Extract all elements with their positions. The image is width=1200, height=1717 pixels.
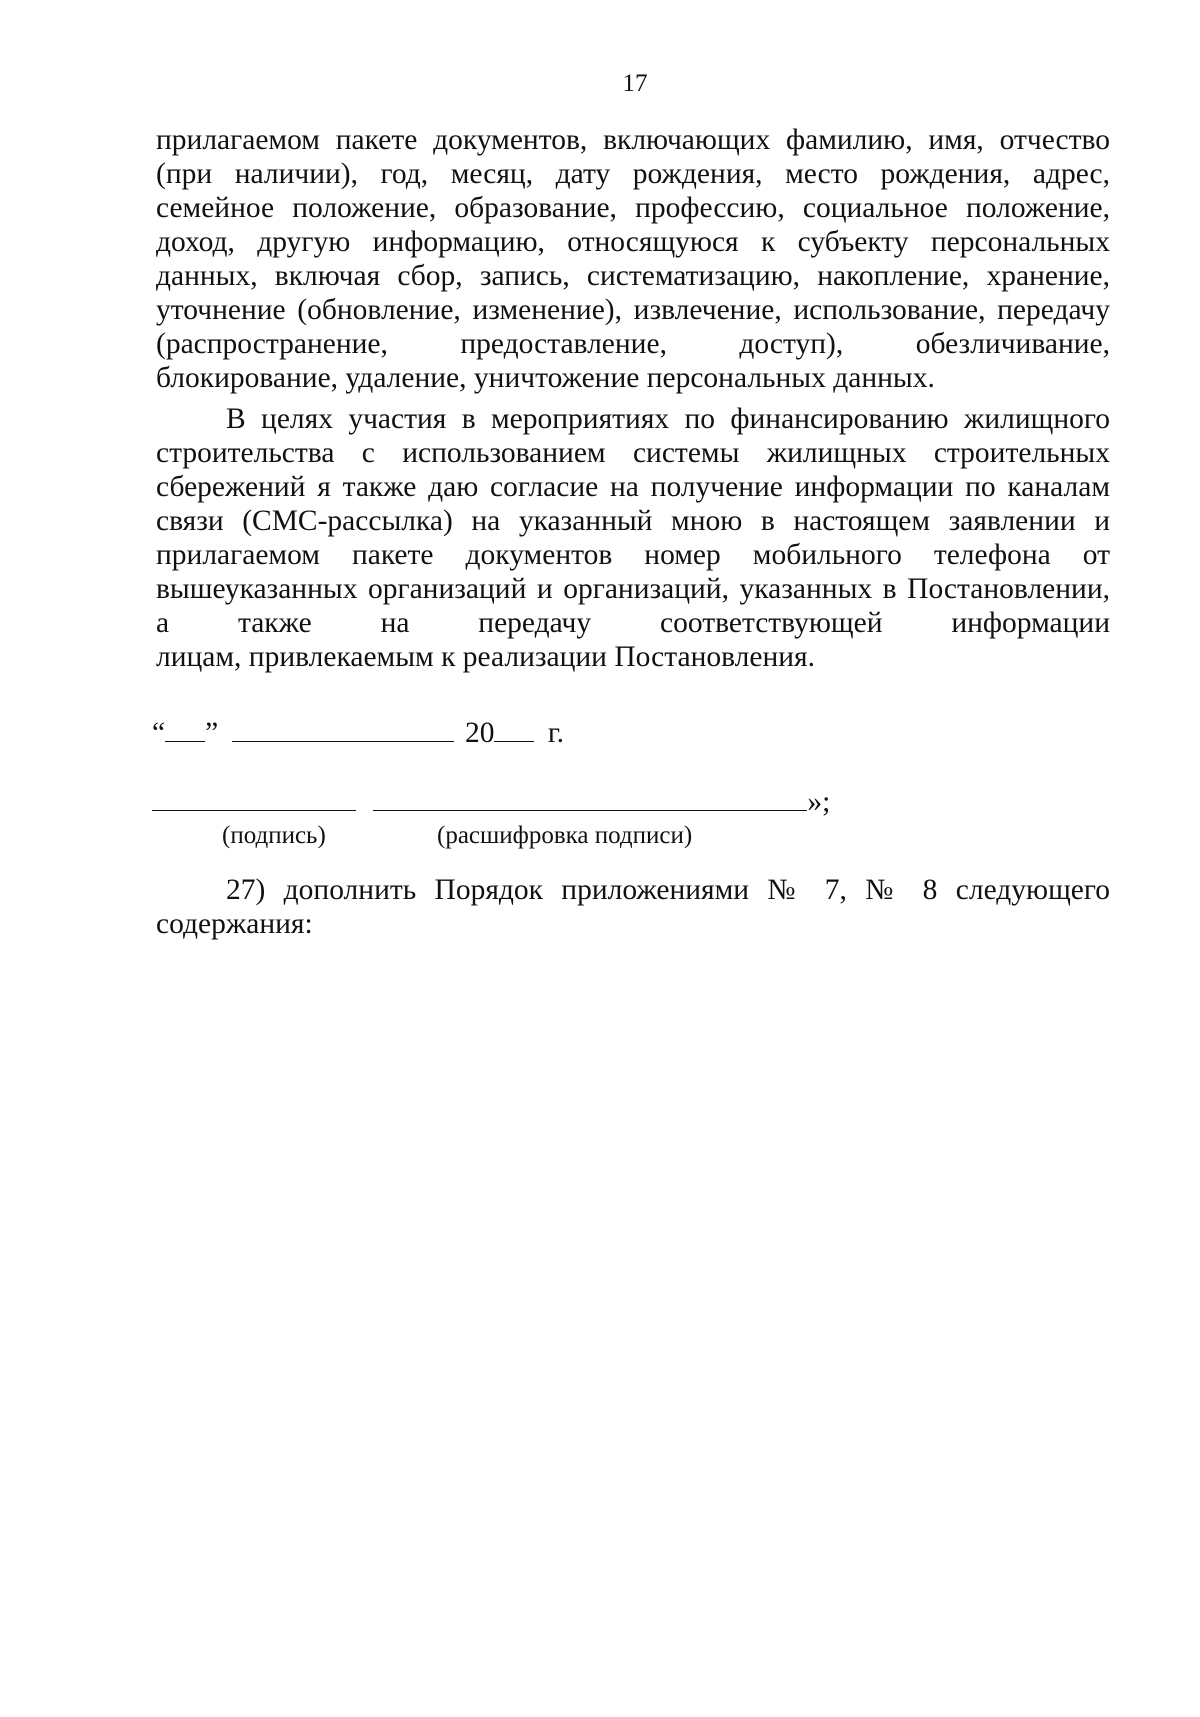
page-number: 17 [622, 70, 648, 97]
date-close-quote: ” [205, 717, 219, 749]
paragraph-text: прилагаемом пакете документов, включающих фамилию, имя, отчество (при наличии), год, месяц, дату рождения, место рождения, адрес, семейное положение, образование, профессию, социальное положение, доход, другую информацию, относящуюся к субъекту персональных данных, включая сбор, запись, систематизацию, накопление, хранение, уточнение (обновление, изменение), извлечение, использование, передачу (распространение, предоставление, доступ), обезличивание, [156, 124, 1110, 360]
year-blank [494, 721, 534, 742]
signature-closing: »; [807, 786, 831, 818]
paragraph-text: В целях участия в мероприятиях по финансированию жилищного строительства с использованием системы жилищных строительных сбережений я также даю согласие на получение информации по каналам связи (СМС-рассылка) на указанный мною в настоящем заявлении и прилагаемом пакете документов номер мобильного телефона от вышеуказанных организаций и организаций, указанных в Постановлении, а также на передачу соответствующей информации [156, 403, 1110, 639]
paragraph-amendment-27 [156, 873, 1110, 941]
paragraph-consent-data [156, 123, 1110, 395]
month-blank [232, 721, 454, 742]
day-blank [165, 721, 205, 742]
caption-signature-decode: (расшифровка подписи) [437, 822, 693, 849]
paragraph-text: 27) дополнить Порядок приложениями № 7, № 8 следующего [226, 874, 1110, 906]
signature-line [152, 786, 830, 819]
paragraph-last-line: содержания: [156, 908, 313, 940]
date-open-quote: “ [152, 717, 166, 749]
caption-signature: (подпись) [222, 822, 326, 849]
signature-blank [152, 790, 356, 811]
date-line [152, 717, 564, 750]
paragraph-consent-sms [156, 402, 1110, 674]
paragraph-last-line: блокирование, удаление, уничтожение персональных данных. [156, 362, 935, 394]
year-suffix: г. [547, 717, 564, 749]
signature-decode-blank [373, 790, 807, 811]
year-prefix: 20 [464, 717, 495, 749]
paragraph-last-line: лицам, привлекаемым к реализации Постановления. [156, 641, 815, 673]
